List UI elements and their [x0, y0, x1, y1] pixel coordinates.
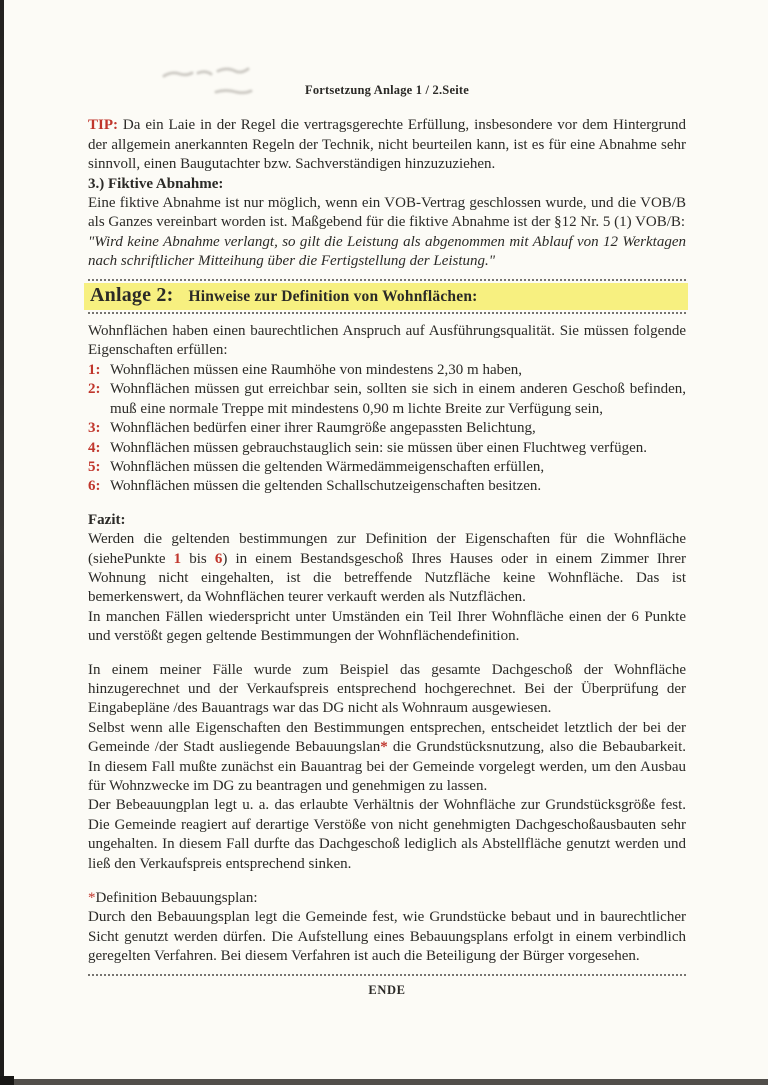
fiktive-abnahme-body: Eine fiktive Abnahme ist nur möglich, wenn ein VOB-Vertrag geschlossen wurde, und die VOB/B als Ganzes vereinbart worden ist. Maßgebend für die fiktive Abnahme ist der §12 Nr. 5 (1) VOB/B: [88, 195, 686, 231]
asterisk-reference: * [380, 739, 388, 756]
list-item-number: 3: [88, 420, 101, 437]
definition-heading: Definition Bebauungsplan: [95, 890, 258, 907]
list-item-number: 1: [88, 361, 101, 378]
fazit-ref-6: 6 [214, 550, 223, 567]
list-item-text: Wohnflächen müssen eine Raumhöhe von mindestens 2,30 m haben, [110, 361, 523, 378]
fiktive-abnahme-heading: 3.) Fiktive Abnahme: [88, 175, 224, 192]
vob-quote: "Wird keine Abnahme verlangt, so gilt die Leistung als abgenommen mit Ablauf von 12 Werktagen nach schriftlicher Mitteihung über die Fertigstellung der Leistung." [88, 233, 686, 270]
wohnflaechen-intro: Wohnflächen haben einen baurechtlichen Anspruch auf Ausführungsqualität. Sie müssen folgende Eigenschaften erfüllen: [88, 323, 686, 359]
asterisk-footnote: * [88, 890, 96, 907]
list-item-text: Wohnflächen müssen die geltenden Wärmedämmeigenschaften erfüllen, [110, 458, 545, 475]
list-item-text: Wohnflächen bedürfen einer ihrer Raumgröße angepassten Belichtung, [110, 420, 536, 437]
list-item-text: Wohnflächen müssen die geltenden Schallschutzeigenschaften besitzen. [110, 478, 542, 495]
list-item-number: 5: [88, 458, 101, 475]
beispiel-paragraph-2 [88, 719, 686, 797]
list-item-number: 6: [88, 478, 101, 495]
dotted-divider-under-heading [88, 312, 686, 314]
list-item [88, 361, 686, 380]
dotted-divider-bottom [88, 974, 686, 976]
list-item-text: Wohnflächen müssen gut erreichbar sein, sollten sie sich in einem anderen Geschoß befinden, muß eine normale Treppe mit mindestens 0,90 m lichte Breite zur Verfügung sein, [110, 381, 686, 417]
fazit-text: ) in einem Bestandsgeschoß Ihres Hauses oder in einem Zimmer Ihrer Wohnung nicht eingehalten, ist die betreffende Nutzfläche keine Wohnfläche. Das ist bemerkenswert, da Wohnflächen teurer verkauft werden als Nutzflächen. [88, 550, 686, 606]
fazit-paragraph-2: In manchen Fällen wiederspricht unter Umständen ein Teil Ihrer Wohnfläche einen der 6 Punkte und verstößt gegen geltende Bestimmungen der Wohnflächendefinition. [88, 608, 686, 645]
anlage2-label: Anlage 2: [90, 283, 174, 306]
tip-text: Da ein Laie in der Regel die vertragsgerechte Erfüllung, insbesondere vor dem Hintergrund der allgemein anerkannten Regeln der Technik, nicht beurteilen kann, ist es für eine Abnahme sehr sinnvoll, einen Baugutachter bzw. Sachverständigen hinzuzuziehen. [88, 117, 686, 173]
list-item [88, 458, 686, 477]
fazit-heading: Fazit: [88, 511, 126, 528]
beispiel-text: Selbst wenn alle Eigenschaften den Bestimmungen entsprechen, entscheidet letztlich der bei der Gemeinde /der Stadt ausliegende Bebauungslan [88, 719, 686, 756]
scan-edge-corner [0, 1076, 14, 1085]
dotted-divider-top [88, 279, 686, 281]
anlage2-heading-band [84, 283, 688, 310]
definition-heading-line [88, 889, 686, 908]
beispiel-paragraph-3: Der Bebeauungplan legt u. a. das erlaubte Verhältnis der Wohnfläche zur Grundstücksgröße fest. Die Gemeinde reagiert auf derartige Verstöße von nicht genehmigten Dachgeschoßausbauten sehr ungehalten. In diesem Fall durfte das Dachgeschoß lediglich als Abstellfläche genutzt werden und ließ den Verkaufspreis entsprechend sinken. [88, 797, 686, 872]
tip-paragraph [88, 116, 686, 174]
list-item [88, 419, 686, 438]
fazit-paragraph-1 [88, 530, 686, 608]
beispiel-text: die Grundstücksnutzung, also die Bebaubarkeit. In diesem Fall mußte zunächst ein Bauantrag bei der Gemeinde vorgelegt werden, um den Ausbau für Wohnzwecke im DG zu beantragen und genehmigen zu lassen. [88, 739, 686, 794]
scan-edge-bottom [0, 1079, 768, 1085]
document-content [88, 0, 686, 1000]
eigenschaften-list [88, 361, 686, 497]
anlage2-title: Hinweise zur Definition von Wohnflächen: [188, 287, 478, 305]
fazit-text: Werden die geltenden bestimmungen zur Definition der Eigenschaften für die Wohnfläche (siehePunkte [88, 531, 686, 567]
beispiel-paragraph-1: In einem meiner Fälle wurde zum Beispiel das gesamte Dachgeschoß der Wohnfläche hinzugerechnet und der Verkaufspreis entsprechend hochgerechnet. Bei der Überprüfung der Eingabepläne /des Bauantrags war das DG nicht als Wohnraum ausgewiesen. [88, 661, 686, 717]
list-item [88, 439, 686, 458]
list-item-number: 2: [88, 381, 101, 398]
fazit-ref-1: 1 [173, 550, 182, 567]
list-item [88, 477, 686, 496]
tip-label: TIP: [88, 117, 118, 134]
scan-edge-left [0, 0, 4, 1085]
list-item-text: Wohnflächen müssen gebrauchstauglich sein: sie müssen über einen Fluchtweg verfügen. [110, 439, 647, 456]
fazit-text: bis [181, 550, 215, 567]
page-title: Fortsetzung Anlage 1 / 2.Seite [305, 83, 469, 97]
list-item-number: 4: [88, 439, 101, 456]
document-end-marker: ENDE [368, 982, 406, 997]
list-item [88, 380, 686, 419]
definition-body: Durch den Bebauungsplan legt die Gemeinde fest, wie Grundstücke bebaut und in baurechtlicher Sicht genutzt werden dürfen. Die Aufstellung eines Bebauungsplans erfolgt in einem verbindlich geregelten Verfahren. Bei diesem Verfahren ist auch die Beteiligung der Bürger vorgesehen. [88, 909, 686, 965]
